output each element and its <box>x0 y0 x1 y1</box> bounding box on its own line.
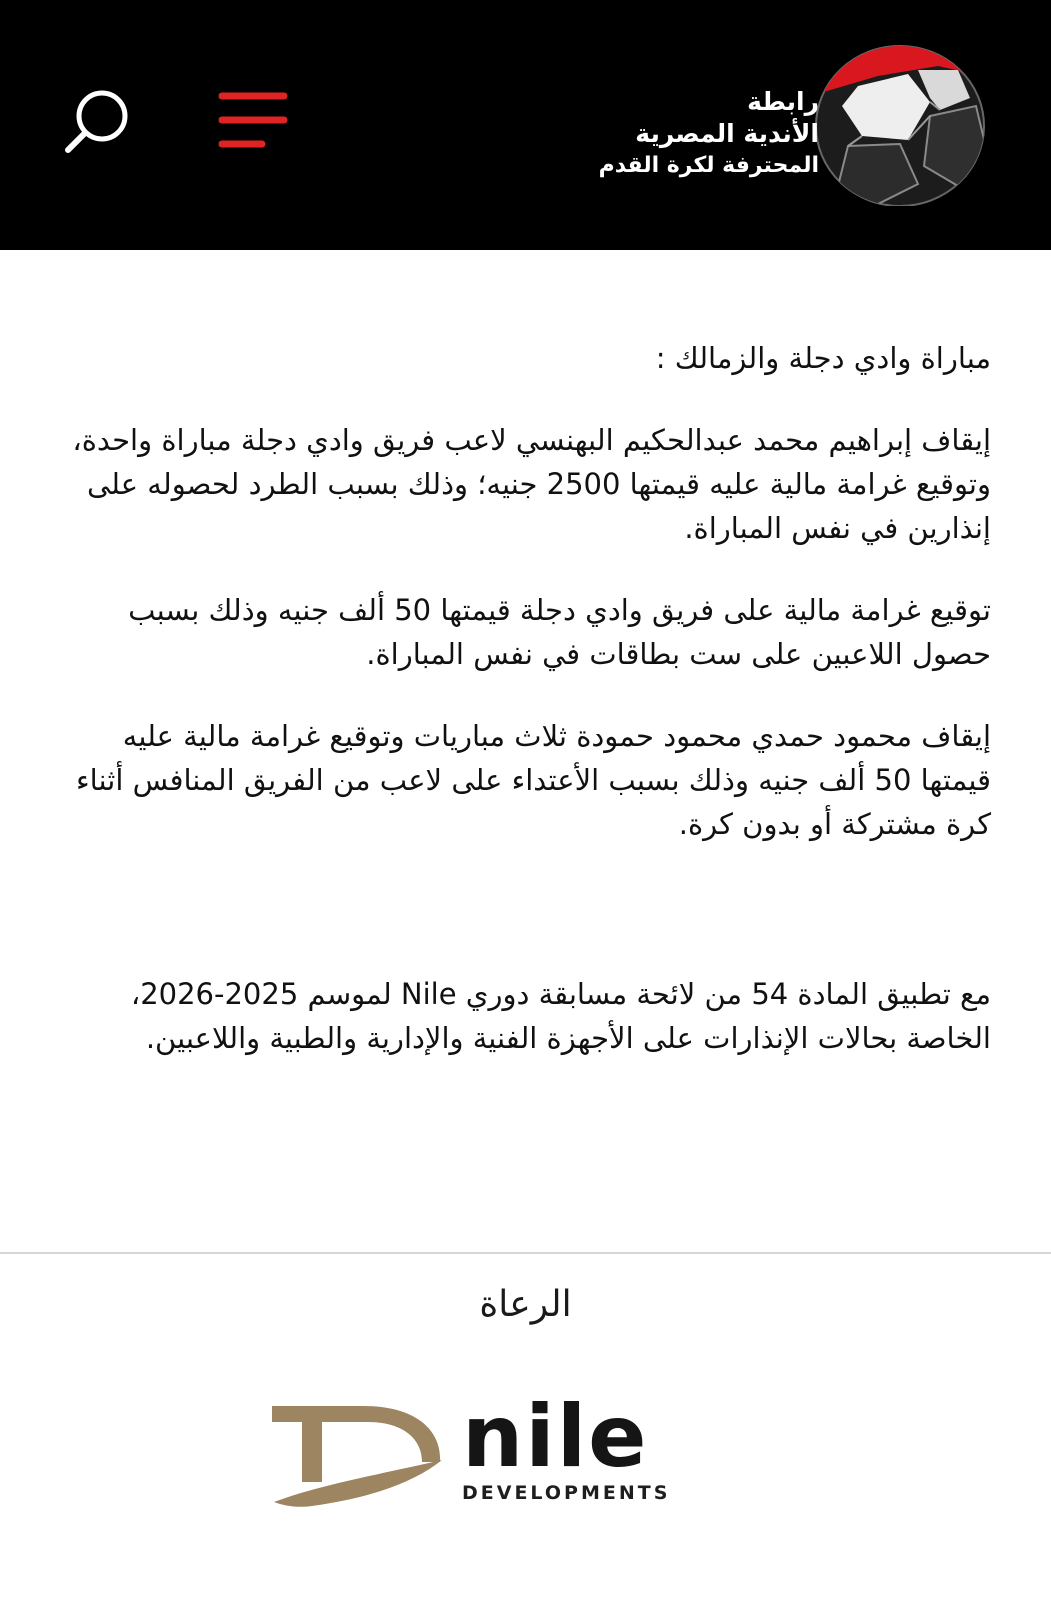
site-header <box>0 0 1051 250</box>
league-logo-text <box>599 86 819 182</box>
sponsor-logo-tagline: DEVELOPMENTS <box>462 1482 671 1504</box>
article-body <box>56 336 991 1060</box>
nile-developments-mark-icon <box>272 1398 452 1516</box>
logo-line-1: رابطة <box>747 87 819 116</box>
article-paragraph-2: توقيع غرامة مالية على فريق وادي دجلة قيمتها 50 ألف جنيه وذلك بسبب حصول اللاعبين على ست بطاقات في نفس المباراة. <box>128 593 991 671</box>
sponsors-heading: الرعاة <box>479 1284 572 1325</box>
article-paragraph-4: مع تطبيق المادة 54 من لائحة مسابقة دوري Nile لموسم 2025-2026، الخاصة بحالات الإنذارات على الأجهزة الفنية والإدارية والطبية واللاعبين. <box>130 977 991 1055</box>
search-button[interactable] <box>62 86 134 158</box>
search-icon <box>62 86 134 158</box>
logo-line-3: المحترفة لكرة القدم <box>598 153 819 178</box>
football-logo-icon <box>808 36 988 210</box>
section-divider <box>0 1252 1051 1254</box>
article-title: مباراة وادي دجلة والزمالك : <box>655 341 991 375</box>
sponsor-logo-nile-developments[interactable] <box>272 1387 712 1516</box>
article-paragraph-1: إيقاف إبراهيم محمد عبدالحكيم البهنسي لاعب فريق وادي دجلة مباراة واحدة، وتوقيع غرامة مالية عليه قيمتها 2500 جنيه؛ وذلك بسبب الطرد لحصوله على إنذارين في نفس المباراة. <box>72 423 991 545</box>
article-paragraph-3: إيقاف محمود حمدي محمود حمودة ثلاث مباريات وتوقيع غرامة مالية عليه قيمتها 50 ألف جنيه وذلك بسبب الأعتداء على لاعب من الفريق المنافس أثناء كرة مشتركة أو بدون كرة. <box>76 719 991 841</box>
logo-line-2: الأندية المصرية <box>635 119 819 148</box>
hamburger-menu-icon <box>218 92 290 154</box>
menu-button[interactable] <box>218 92 290 154</box>
sponsor-logo-name: nile <box>462 1387 649 1487</box>
